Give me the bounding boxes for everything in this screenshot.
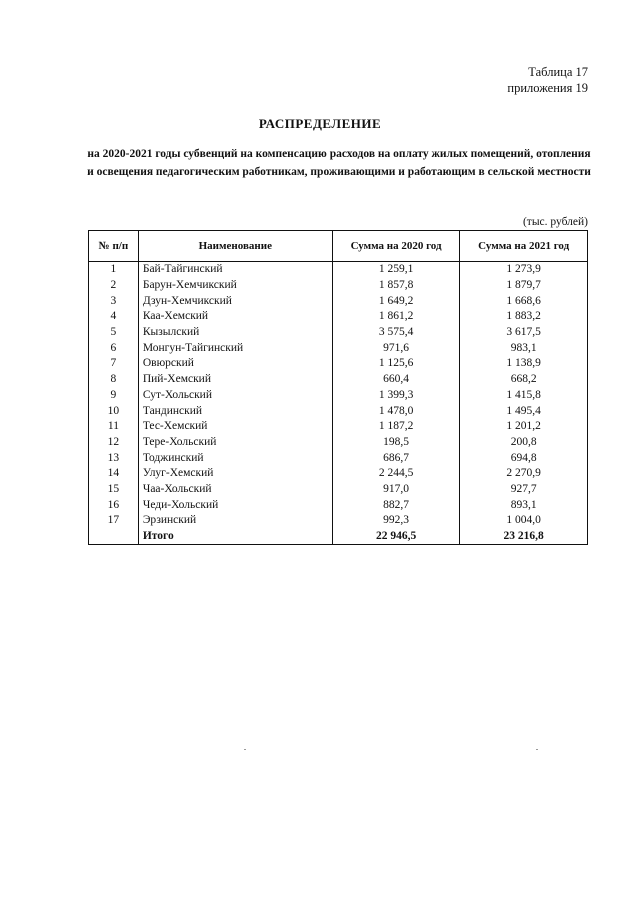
table-row — [89, 325, 588, 341]
amount-2020: 882,7 — [332, 497, 460, 513]
row-number: 6 — [89, 340, 139, 356]
row-number: 12 — [89, 435, 139, 451]
amount-2021: 1 138,9 — [460, 356, 588, 372]
row-number: 9 — [89, 388, 139, 404]
amount-2021: 983,1 — [460, 340, 588, 356]
row-number: 7 — [89, 356, 139, 372]
district-name: Тере-Хольский — [138, 435, 332, 451]
units-label: (тыс. рублей) — [522, 216, 588, 228]
table-reference — [507, 64, 588, 96]
column-header-name: Наименование — [138, 231, 332, 262]
amount-2020: 1 857,8 — [332, 278, 460, 294]
amount-2021: 1 273,9 — [460, 262, 588, 278]
district-name: Тандинский — [138, 403, 332, 419]
district-name: Итого — [138, 529, 332, 545]
row-number: 3 — [89, 293, 139, 309]
table-row — [89, 388, 588, 404]
district-name: Чеди-Хольский — [138, 497, 332, 513]
amount-2020: 198,5 — [332, 435, 460, 451]
appendix-number: приложения 19 — [507, 81, 588, 95]
table-header-row — [89, 231, 588, 262]
column-header-2020: Сумма на 2020 год — [332, 231, 460, 262]
amount-2020: 1 478,0 — [332, 403, 460, 419]
table-row — [89, 372, 588, 388]
amount-2021: 1 879,7 — [460, 278, 588, 294]
district-name: Дзун-Хемчикский — [138, 293, 332, 309]
amount-2021: 1 415,8 — [460, 388, 588, 404]
amount-2020: 1 259,1 — [332, 262, 460, 278]
amount-2021: 893,1 — [460, 497, 588, 513]
district-name: Бай-Тайгинский — [138, 262, 332, 278]
column-header-2021: Сумма на 2021 год — [460, 231, 588, 262]
table-row — [89, 340, 588, 356]
amount-2020: 917,0 — [332, 482, 460, 498]
table-row — [89, 262, 588, 278]
table-body — [89, 262, 588, 545]
table-row — [89, 450, 588, 466]
amount-2021: 668,2 — [460, 372, 588, 388]
row-number: 15 — [89, 482, 139, 498]
amount-2021: 1 495,4 — [460, 403, 588, 419]
district-name: Тес-Хемский — [138, 419, 332, 435]
district-name: Пий-Хемский — [138, 372, 332, 388]
row-number: 10 — [89, 403, 139, 419]
total-row — [89, 529, 588, 545]
table-row — [89, 482, 588, 498]
document-title: РАСПРЕДЕЛЕНИЕ — [258, 116, 382, 131]
row-number: 4 — [89, 309, 139, 325]
document-subtitle: на 2020-2021 годы субвенций на компенсацию расходов на оплату жилых помещений, отопления и освещения педагогическим работникам, проживающими и работающим в сельской местности — [87, 148, 591, 178]
scan-speck — [244, 749, 246, 750]
table-row — [89, 403, 588, 419]
district-name: Каа-Хемский — [138, 309, 332, 325]
table-row — [89, 497, 588, 513]
amount-2021: 694,8 — [460, 450, 588, 466]
amount-2020: 22 946,5 — [332, 529, 460, 545]
amount-2021: 1 883,2 — [460, 309, 588, 325]
district-name: Улуг-Хемский — [138, 466, 332, 482]
district-name: Эрзинский — [138, 513, 332, 529]
amount-2021: 927,7 — [460, 482, 588, 498]
amount-2020: 3 575,4 — [332, 325, 460, 341]
amount-2020: 1 649,2 — [332, 293, 460, 309]
row-number: 2 — [89, 278, 139, 294]
district-name: Кызылский — [138, 325, 332, 341]
amount-2021: 1 668,6 — [460, 293, 588, 309]
amount-2020: 1 861,2 — [332, 309, 460, 325]
amount-2021: 1 201,2 — [460, 419, 588, 435]
row-number: 14 — [89, 466, 139, 482]
amount-2020: 1 399,3 — [332, 388, 460, 404]
amount-2020: 1 125,6 — [332, 356, 460, 372]
district-name: Барун-Хемчикский — [138, 278, 332, 294]
district-name: Овюрский — [138, 356, 332, 372]
column-header-number: № п/п — [89, 231, 139, 262]
table-row — [89, 356, 588, 372]
table-row — [89, 435, 588, 451]
row-number: 17 — [89, 513, 139, 529]
district-name: Сут-Хольский — [138, 388, 332, 404]
amount-2021: 2 270,9 — [460, 466, 588, 482]
row-number — [89, 529, 139, 545]
district-name: Монгун-Тайгинский — [138, 340, 332, 356]
table-row — [89, 419, 588, 435]
row-number: 8 — [89, 372, 139, 388]
row-number: 13 — [89, 450, 139, 466]
district-name: Тоджинский — [138, 450, 332, 466]
table-number: Таблица 17 — [528, 65, 588, 79]
row-number: 16 — [89, 497, 139, 513]
table-row — [89, 466, 588, 482]
amount-2021: 3 617,5 — [460, 325, 588, 341]
table-row — [89, 513, 588, 529]
district-name: Чаа-Хольский — [138, 482, 332, 498]
amount-2021: 23 216,8 — [460, 529, 588, 545]
amount-2020: 971,6 — [332, 340, 460, 356]
amount-2021: 200,8 — [460, 435, 588, 451]
amount-2020: 660,4 — [332, 372, 460, 388]
table-row — [89, 309, 588, 325]
table-row — [89, 278, 588, 294]
amount-2020: 686,7 — [332, 450, 460, 466]
table-row — [89, 293, 588, 309]
distribution-table — [88, 230, 588, 545]
row-number: 5 — [89, 325, 139, 341]
amount-2021: 1 004,0 — [460, 513, 588, 529]
amount-2020: 992,3 — [332, 513, 460, 529]
row-number: 1 — [89, 262, 139, 278]
amount-2020: 1 187,2 — [332, 419, 460, 435]
amount-2020: 2 244,5 — [332, 466, 460, 482]
scan-speck — [536, 749, 538, 750]
row-number: 11 — [89, 419, 139, 435]
